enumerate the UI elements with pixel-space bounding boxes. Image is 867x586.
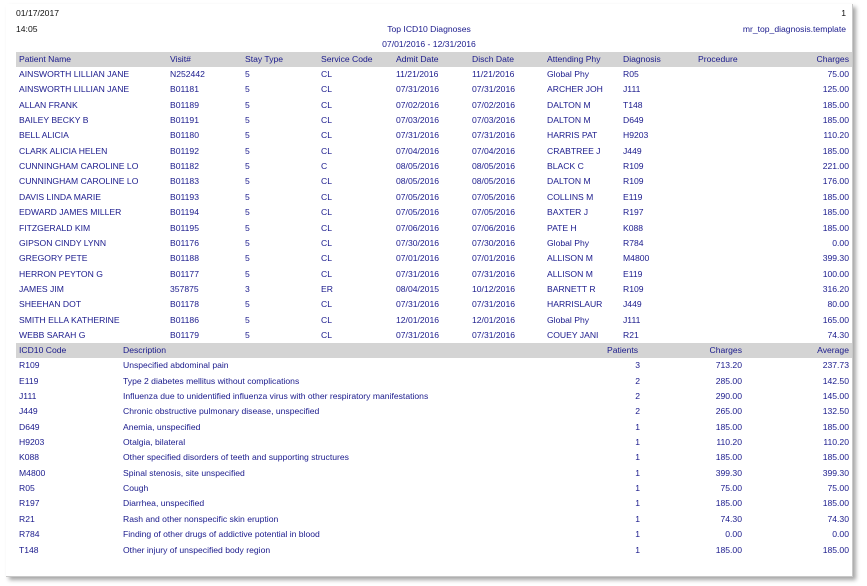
cell-phy: BLACK C <box>547 161 584 172</box>
cell-disch: 07/31/2016 <box>472 268 516 279</box>
cell-service: CL <box>321 299 332 310</box>
cell-name: AINSWORTH LILLIAN JANE <box>19 69 130 79</box>
cell-charges: 185.00 <box>715 498 742 509</box>
cell-visit: B01193 <box>170 191 199 202</box>
cell-admit: 11/21/2016 <box>396 69 439 79</box>
cell-name: BAILEY BECKY B <box>19 115 89 126</box>
page-number: 1 <box>841 8 846 18</box>
cell-stay: 5 <box>245 84 250 95</box>
cell-service: CL <box>321 222 332 233</box>
cell-diag: R109 <box>623 161 644 172</box>
cell-charges: 74.30 <box>720 513 742 524</box>
cell-desc: Cough <box>123 483 149 494</box>
cell-patients: 1 <box>635 513 640 524</box>
cell-average: 75.00 <box>827 483 849 494</box>
cell-code: R784 <box>19 529 40 540</box>
cell-code: T148 <box>19 544 39 555</box>
cell-charges: 185.00 <box>715 544 742 555</box>
cell-name: GIPSON CINDY LYNN <box>19 237 107 248</box>
cell-charges: 185.00 <box>822 191 849 202</box>
cell-service: CL <box>321 145 332 156</box>
cell-charges: 713.20 <box>715 360 742 371</box>
cell-admit: 07/30/2016 <box>396 237 440 248</box>
cell-name: EDWARD JAMES MILLER <box>19 207 122 218</box>
cell-code: R21 <box>19 513 35 524</box>
cell-diag: R109 <box>623 283 644 294</box>
cell-stay: 5 <box>245 69 250 79</box>
cell-disch: 07/05/2016 <box>472 207 516 218</box>
cell-charges: 399.30 <box>822 253 849 264</box>
cell-stay: 5 <box>245 161 250 172</box>
cell-desc: Chronic obstructive pulmonary disease, unspecified <box>123 406 320 417</box>
cell-charges: 110.20 <box>823 130 849 141</box>
cell-charges: 185.00 <box>822 115 849 126</box>
summary-row <box>16 543 852 558</box>
col-admit-date: Admit Date <box>396 54 439 64</box>
cell-visit: B01177 <box>170 268 199 279</box>
cell-phy: Global Phy <box>547 69 590 79</box>
report-page <box>6 4 853 577</box>
table-row <box>16 174 852 189</box>
cell-charges: 125.00 <box>822 84 849 95</box>
cell-name: FITZGERALD KIM <box>19 222 91 233</box>
cell-diag: H9203 <box>623 130 649 141</box>
cell-average: 185.00 <box>822 421 849 432</box>
cell-charges: 185.00 <box>715 421 742 432</box>
table-row <box>16 190 852 205</box>
cell-admit: 07/02/2016 <box>396 99 440 110</box>
cell-desc: Unspecified abdominal pain <box>123 360 229 371</box>
cell-service: CL <box>321 191 332 202</box>
cell-phy: HARRISLAUR <box>547 299 603 310</box>
cell-visit: B01183 <box>170 176 199 187</box>
table-row <box>16 313 852 328</box>
cell-name: GREGORY PETE <box>19 253 88 264</box>
patients-table-header <box>16 52 852 67</box>
table-row <box>16 159 852 174</box>
cell-visit: B01194 <box>170 207 199 218</box>
cell-disch: 07/31/2016 <box>472 329 516 340</box>
cell-admit: 07/31/2016 <box>396 329 440 340</box>
summary-row <box>16 435 852 450</box>
cell-patients: 1 <box>635 544 640 555</box>
table-row <box>16 297 852 312</box>
cell-disch: 07/06/2016 <box>472 222 516 233</box>
cell-name: CLARK ALICIA HELEN <box>19 145 108 156</box>
cell-stay: 5 <box>245 314 250 325</box>
col-service-code: Service Code <box>321 54 373 64</box>
cell-average: 132.50 <box>822 406 849 417</box>
cell-name: AINSWORTH LILLIAN JANE <box>19 84 130 95</box>
cell-service: CL <box>321 99 332 110</box>
cell-average: 145.00 <box>822 391 849 401</box>
cell-stay: 5 <box>245 191 250 202</box>
cell-patients: 1 <box>635 452 640 463</box>
cell-admit: 07/31/2016 <box>396 268 440 279</box>
cell-charges: 0.00 <box>725 529 742 540</box>
cell-service: CL <box>321 84 332 95</box>
cell-admit: 07/31/2016 <box>396 84 440 95</box>
table-row <box>16 205 852 220</box>
cell-admit: 07/01/2016 <box>396 253 440 264</box>
cell-patients: 2 <box>635 391 640 401</box>
cell-name: HERRON PEYTON G <box>19 268 103 279</box>
cell-stay: 5 <box>245 145 250 156</box>
cell-charges: 74.30 <box>827 329 849 340</box>
col-visit: Visit# <box>170 54 191 64</box>
cell-desc: Anemia, unspecified <box>123 421 201 432</box>
cell-charges: 165.00 <box>822 314 849 325</box>
cell-stay: 5 <box>245 253 250 264</box>
cell-patients: 3 <box>635 360 640 371</box>
cell-patients: 1 <box>635 437 640 448</box>
col-attending-phy: Attending Phy <box>547 54 601 64</box>
cell-phy: Global Phy <box>547 314 590 325</box>
cell-disch: 07/02/2016 <box>472 99 516 110</box>
cell-visit: B01192 <box>170 145 199 156</box>
cell-name: DAVIS LINDA MARIE <box>19 191 101 202</box>
cell-code: E119 <box>19 375 39 386</box>
cell-charges: 285.00 <box>715 375 742 386</box>
cell-service: CL <box>321 268 332 279</box>
cell-disch: 07/01/2016 <box>472 253 516 264</box>
cell-admit: 07/05/2016 <box>396 207 440 218</box>
cell-stay: 5 <box>245 268 250 279</box>
cell-admit: 12/01/2016 <box>396 314 440 325</box>
cell-visit: 357875 <box>170 283 199 294</box>
cell-name: SHEEHAN DOT <box>19 299 82 310</box>
cell-diag: J111 <box>623 84 641 95</box>
cell-diag: D649 <box>623 115 644 126</box>
cell-average: 185.00 <box>822 498 849 509</box>
cell-charges: 185.00 <box>822 222 849 233</box>
cell-phy: DALTON M <box>547 99 591 110</box>
cell-code: J449 <box>19 406 38 417</box>
cell-name: SMITH ELLA KATHERINE <box>19 314 120 325</box>
cell-service: ER <box>321 283 333 294</box>
table-row <box>16 236 852 251</box>
cell-admit: 08/05/2016 <box>396 161 440 172</box>
cell-diag: R784 <box>623 237 644 248</box>
cell-charges: 80.00 <box>827 299 849 310</box>
cell-diag: E119 <box>623 191 643 202</box>
cell-visit: B01189 <box>170 99 199 110</box>
cell-service: C <box>321 161 328 172</box>
cell-stay: 5 <box>245 115 250 126</box>
col-patient-name: Patient Name <box>19 54 72 64</box>
cell-phy: ARCHER JOH <box>547 84 603 95</box>
cell-diag: T148 <box>623 99 643 110</box>
cell-desc: Diarrhea, unspecified <box>123 498 205 509</box>
cell-admit: 08/04/2015 <box>396 283 440 294</box>
cell-charges: 290.00 <box>715 391 742 401</box>
cell-disch: 11/21/2016 <box>472 69 515 79</box>
cell-admit: 07/03/2016 <box>396 115 440 126</box>
summary-row <box>16 404 852 419</box>
cell-patients: 1 <box>635 421 640 432</box>
cell-visit: N252442 <box>170 69 205 79</box>
cell-service: CL <box>321 69 332 79</box>
cell-name: WEBB SARAH G <box>19 329 86 340</box>
cell-service: CL <box>321 176 332 187</box>
cell-phy: ALLISON M <box>547 253 593 264</box>
cell-code: J111 <box>19 391 37 401</box>
summary-row <box>16 512 852 527</box>
col-stay-type: Stay Type <box>245 54 284 64</box>
cell-service: CL <box>321 115 332 126</box>
cell-phy: DALTON M <box>547 176 591 187</box>
cell-patients: 2 <box>635 406 640 417</box>
cell-diag: J449 <box>623 299 642 310</box>
cell-disch: 08/05/2016 <box>472 176 516 187</box>
cell-admit: 07/31/2016 <box>396 299 440 310</box>
table-row <box>16 67 852 82</box>
table-row <box>16 128 852 143</box>
cell-phy: PATE H <box>547 222 577 233</box>
cell-diag: E119 <box>623 268 643 279</box>
cell-visit: B01178 <box>170 299 199 310</box>
col-disch-date: Disch Date <box>472 54 515 64</box>
cell-disch: 10/12/2016 <box>472 283 516 294</box>
cell-admit: 07/04/2016 <box>396 145 440 156</box>
cell-name: CUNNINGHAM CAROLINE LO <box>19 176 139 187</box>
col-procedure: Procedure <box>698 54 738 64</box>
cell-patients: 1 <box>635 467 640 478</box>
cell-code: M4800 <box>19 467 46 478</box>
cell-visit: B01191 <box>170 115 199 126</box>
cell-stay: 5 <box>245 99 250 110</box>
summary-table-header <box>16 343 852 358</box>
cell-phy: ALLISON M <box>547 268 593 279</box>
cell-desc: Otalgia, bilateral <box>123 437 186 448</box>
cell-code: K088 <box>19 452 40 463</box>
cell-average: 399.30 <box>822 467 849 478</box>
cell-average: 185.00 <box>822 452 849 463</box>
cell-charges: 0.00 <box>832 237 849 248</box>
cell-code: H9203 <box>19 437 45 448</box>
summary-row <box>16 389 852 404</box>
cell-disch: 07/31/2016 <box>472 299 516 310</box>
cell-desc: Type 2 diabetes mellitus without complications <box>123 375 300 386</box>
cell-desc: Influenza due to unidentified influenza virus with other respiratory manifestations <box>123 391 429 401</box>
cell-diag: J449 <box>623 145 642 156</box>
summary-row <box>16 481 852 496</box>
cell-charges: 185.00 <box>822 207 849 218</box>
table-row <box>16 282 852 297</box>
summary-row <box>16 374 852 389</box>
report-time: 14:05 <box>16 24 38 34</box>
cell-service: CL <box>321 314 332 325</box>
cell-patients: 1 <box>635 483 640 494</box>
report-date-range: 07/01/2016 - 12/31/2016 <box>382 39 476 49</box>
table-row <box>16 251 852 266</box>
cell-stay: 5 <box>245 130 250 141</box>
col-summary-charges: Charges <box>709 345 742 356</box>
report-title: Top ICD10 Diagnoses <box>387 24 471 34</box>
cell-patients: 1 <box>635 529 640 540</box>
cell-disch: 07/04/2016 <box>472 145 516 156</box>
cell-stay: 5 <box>245 329 250 340</box>
cell-charges: 75.00 <box>827 69 849 79</box>
cell-charges: 185.00 <box>822 145 849 156</box>
cell-visit: B01186 <box>170 314 199 325</box>
cell-charges: 185.00 <box>822 99 849 110</box>
cell-diag: R197 <box>623 207 644 218</box>
cell-disch: 12/01/2016 <box>472 314 516 325</box>
cell-admit: 08/05/2016 <box>396 176 440 187</box>
cell-desc: Other injury of unspecified body region <box>123 544 271 555</box>
table-row <box>16 82 852 97</box>
cell-visit: B01176 <box>170 237 199 248</box>
cell-stay: 5 <box>245 176 250 187</box>
cell-diag: K088 <box>623 222 644 233</box>
cell-stay: 3 <box>245 283 250 294</box>
cell-disch: 07/05/2016 <box>472 191 516 202</box>
cell-average: 185.00 <box>822 544 849 555</box>
summary-row <box>16 496 852 511</box>
cell-average: 237.73 <box>822 360 849 371</box>
cell-charges: 316.20 <box>822 283 849 294</box>
cell-visit: B01181 <box>170 84 199 95</box>
col-diagnosis: Diagnosis <box>623 54 661 64</box>
cell-code: R05 <box>19 483 35 494</box>
cell-disch: 07/31/2016 <box>472 84 516 95</box>
cell-stay: 5 <box>245 222 250 233</box>
cell-disch: 07/31/2016 <box>472 130 516 141</box>
cell-desc: Other specified disorders of teeth and supporting structures <box>123 452 349 463</box>
cell-phy: COUEY JANI <box>547 329 599 340</box>
cell-charges: 221.00 <box>822 161 849 172</box>
cell-desc: Finding of other drugs of addictive potential in blood <box>123 529 320 540</box>
cell-charges: 185.00 <box>715 452 742 463</box>
cell-stay: 5 <box>245 237 250 248</box>
table-row <box>16 113 852 128</box>
table-row <box>16 98 852 113</box>
table-row <box>16 144 852 159</box>
cell-name: BELL ALICIA <box>19 130 69 141</box>
cell-admit: 07/06/2016 <box>396 222 440 233</box>
table-row <box>16 267 852 282</box>
cell-phy: HARRIS PAT <box>547 130 598 141</box>
cell-phy: BARNETT R <box>547 283 596 294</box>
cell-stay: 5 <box>245 299 250 310</box>
cell-patients: 1 <box>635 498 640 509</box>
cell-phy: Global Phy <box>547 237 590 248</box>
summary-row <box>16 420 852 435</box>
cell-diag: J111 <box>623 314 641 325</box>
cell-diag: R109 <box>623 176 644 187</box>
cell-phy: CRABTREE J <box>547 145 601 156</box>
summary-row <box>16 450 852 465</box>
cell-charges: 75.00 <box>720 483 742 494</box>
cell-average: 0.00 <box>832 529 849 540</box>
cell-disch: 07/30/2016 <box>472 237 516 248</box>
cell-disch: 08/05/2016 <box>472 161 516 172</box>
cell-diag: R05 <box>623 69 639 79</box>
cell-admit: 07/31/2016 <box>396 130 440 141</box>
cell-visit: B01182 <box>170 161 199 172</box>
cell-service: CL <box>321 237 332 248</box>
table-row <box>16 221 852 236</box>
cell-visit: B01179 <box>170 329 199 340</box>
cell-visit: B01195 <box>170 222 199 233</box>
cell-average: 110.20 <box>823 437 849 448</box>
cell-patients: 2 <box>635 375 640 386</box>
cell-code: D649 <box>19 421 40 432</box>
report-date: 01/17/2017 <box>16 8 60 18</box>
cell-name: CUNNINGHAM CAROLINE LO <box>19 161 139 172</box>
cell-disch: 07/03/2016 <box>472 115 516 126</box>
cell-name: ALLAN FRANK <box>19 99 78 110</box>
template-name: mr_top_diagnosis.template <box>742 24 846 34</box>
summary-row <box>16 466 852 481</box>
cell-desc: Rash and other nonspecific skin eruption <box>123 513 279 524</box>
cell-diag: R21 <box>623 329 639 340</box>
col-icd10-code: ICD10 Code <box>19 345 67 356</box>
cell-name: JAMES JIM <box>19 283 64 294</box>
cell-charges: 176.00 <box>822 176 849 187</box>
cell-diag: M4800 <box>623 253 650 264</box>
cell-phy: BAXTER J <box>547 207 589 218</box>
cell-service: CL <box>321 329 332 340</box>
cell-average: 74.30 <box>827 513 849 524</box>
cell-visit: B01180 <box>170 130 199 141</box>
col-average: Average <box>817 345 849 356</box>
cell-code: R109 <box>19 360 40 371</box>
col-description: Description <box>123 345 166 356</box>
cell-admit: 07/05/2016 <box>396 191 440 202</box>
cell-phy: COLLINS M <box>547 191 594 202</box>
cell-service: CL <box>321 207 332 218</box>
col-patients: Patients <box>607 345 639 356</box>
cell-visit: B01188 <box>170 253 199 264</box>
cell-desc: Spinal stenosis, site unspecified <box>123 467 245 478</box>
cell-service: CL <box>321 253 332 264</box>
cell-service: CL <box>321 130 332 141</box>
cell-charges: 399.30 <box>715 467 742 478</box>
cell-average: 142.50 <box>822 375 849 386</box>
cell-charges: 100.00 <box>822 268 849 279</box>
table-row <box>16 328 852 343</box>
col-charges: Charges <box>816 54 849 64</box>
summary-row <box>16 358 852 373</box>
cell-code: R197 <box>19 498 40 509</box>
cell-stay: 5 <box>245 207 250 218</box>
cell-charges: 110.20 <box>716 437 742 448</box>
cell-phy: DALTON M <box>547 115 591 126</box>
cell-charges: 265.00 <box>715 406 742 417</box>
summary-row <box>16 527 852 542</box>
